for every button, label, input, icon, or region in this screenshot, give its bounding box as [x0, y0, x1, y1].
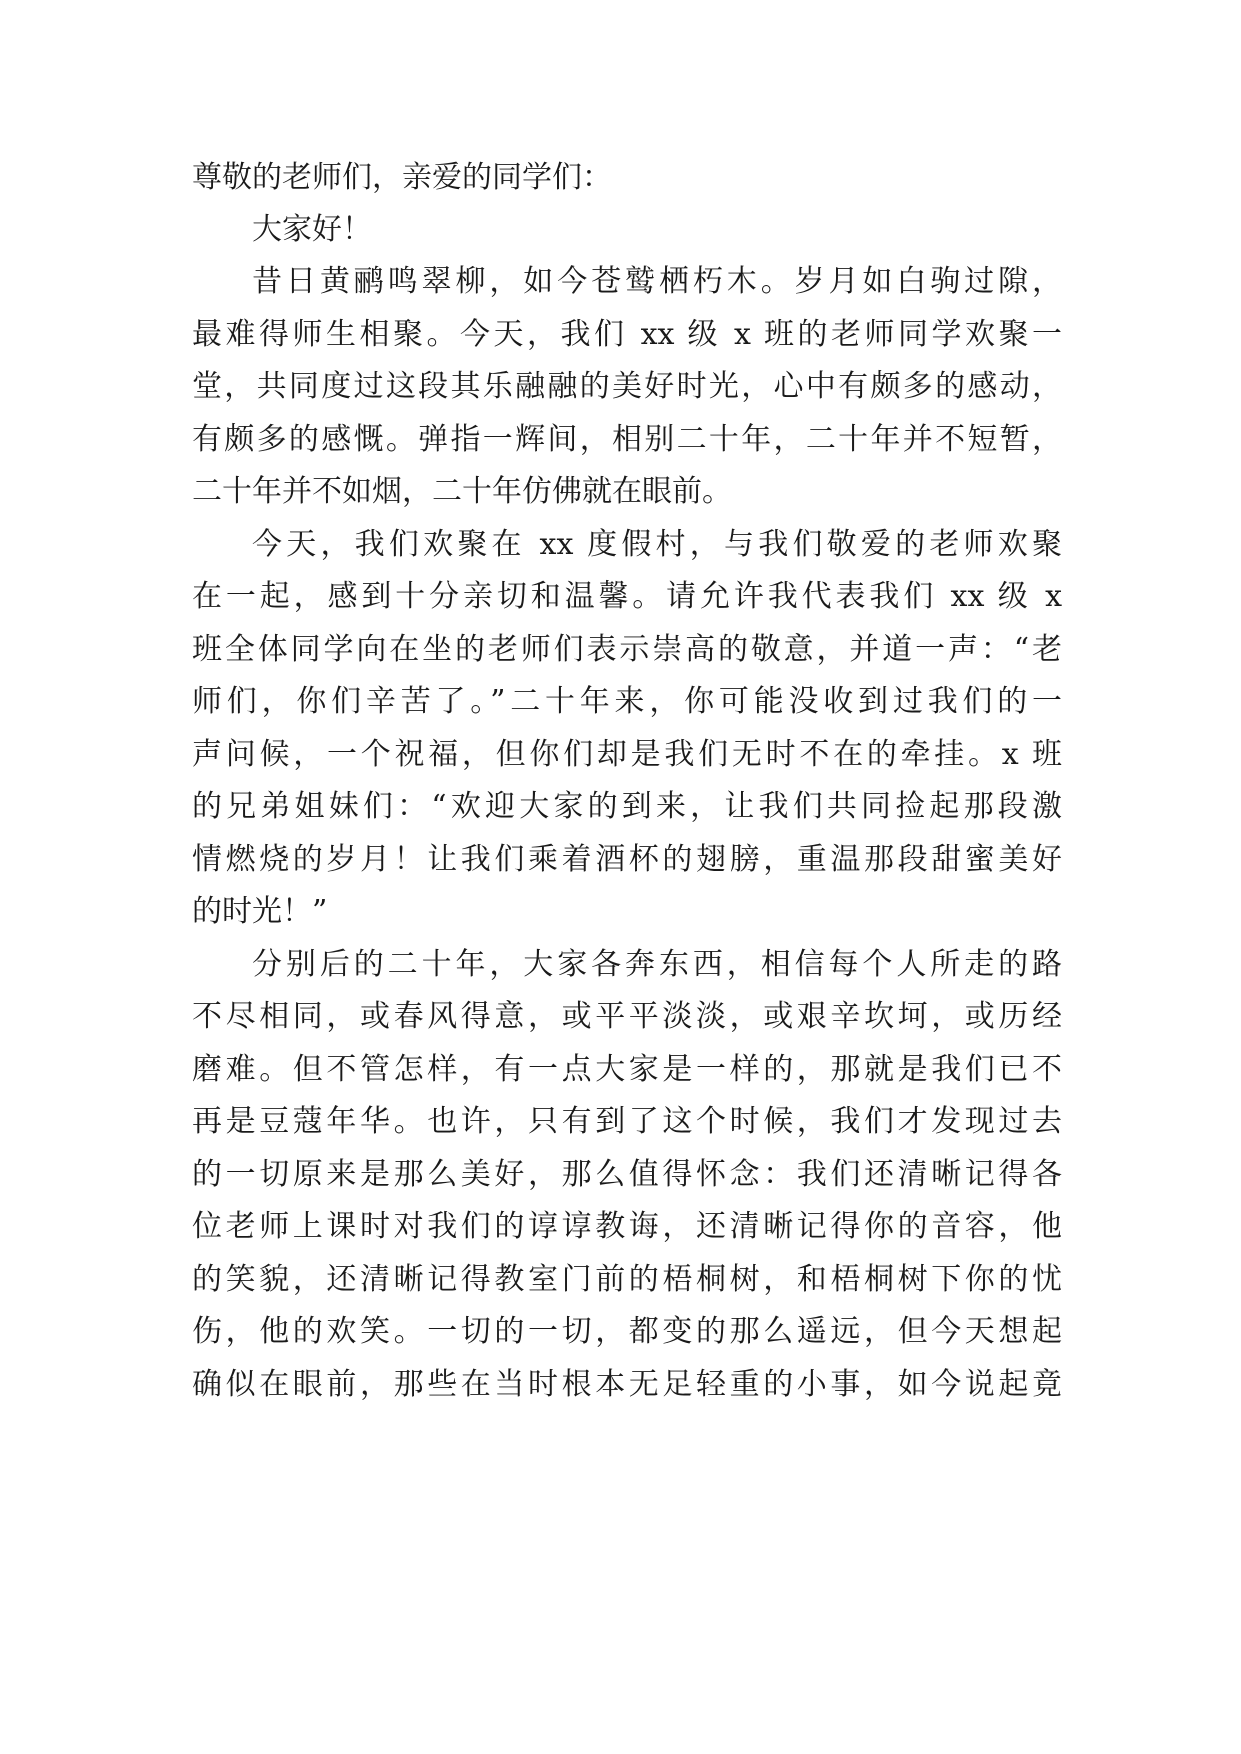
text-line: 再是豆蔻年华。也许，只有到了这个时候，我们才发现过去: [192, 1104, 1062, 1139]
text-line: 最难得师生相聚。今天，我们 xx 级 x 班的老师同学欢聚一: [192, 317, 1062, 352]
text-line: 的笑貌，还清晰记得教室门前的梧桐树，和梧桐树下你的忧: [192, 1262, 1062, 1297]
salutation-line: 尊敬的老师们，亲爱的同学们：: [192, 160, 612, 195]
greeting-line: 大家好！: [252, 212, 372, 247]
text-line: 有颇多的感慨。弹指一辉间，相别二十年，二十年并不短暂，: [192, 422, 1062, 457]
text-line: 位老师上课时对我们的谆谆教诲，还清晰记得你的音容，他: [192, 1209, 1062, 1244]
text-line: 磨难。但不管怎样，有一点大家是一样的，那就是我们已不: [192, 1052, 1062, 1087]
text-line: 分别后的二十年，大家各奔东西，相信每个人所走的路: [252, 947, 1062, 982]
text-line: 的兄弟姐妹们：“欢迎大家的到来，让我们共同捡起那段激: [192, 789, 1062, 824]
text-line: 伤，他的欢笑。一切的一切，都变的那么遥远，但今天想起: [192, 1314, 1062, 1349]
text-line: 今天，我们欢聚在 xx 度假村，与我们敬爱的老师欢聚: [252, 527, 1062, 562]
text-line: 情燃烧的岁月！让我们乘着酒杯的翅膀，重温那段甜蜜美好: [192, 842, 1062, 877]
text-line: 的时光！”: [192, 894, 328, 929]
text-line: 确似在眼前，那些在当时根本无足轻重的小事，如今说起竟: [192, 1367, 1062, 1402]
text-line: 声问候，一个祝福，但你们却是我们无时不在的牵挂。x 班: [192, 737, 1062, 772]
text-line: 在一起，感到十分亲切和温馨。请允许我代表我们 xx 级 x: [192, 579, 1062, 614]
text-line: 堂，共同度过这段其乐融融的美好时光，心中有颇多的感动，: [192, 369, 1062, 404]
text-line: 班全体同学向在坐的老师们表示崇高的敬意，并道一声：“老: [192, 632, 1062, 667]
text-line: 不尽相同，或春风得意，或平平淡淡，或艰辛坎坷，或历经: [192, 999, 1062, 1034]
text-line: 的一切原来是那么美好，那么值得怀念：我们还清晰记得各: [192, 1157, 1062, 1192]
text-line: 二十年并不如烟，二十年仿佛就在眼前。: [192, 474, 732, 509]
text-line: 昔日黄鹂鸣翠柳，如今苍鹫栖朽木。岁月如白驹过隙，: [252, 264, 1062, 299]
text-line: 师们，你们辛苦了。”二十年来，你可能没收到过我们的一: [192, 684, 1062, 719]
